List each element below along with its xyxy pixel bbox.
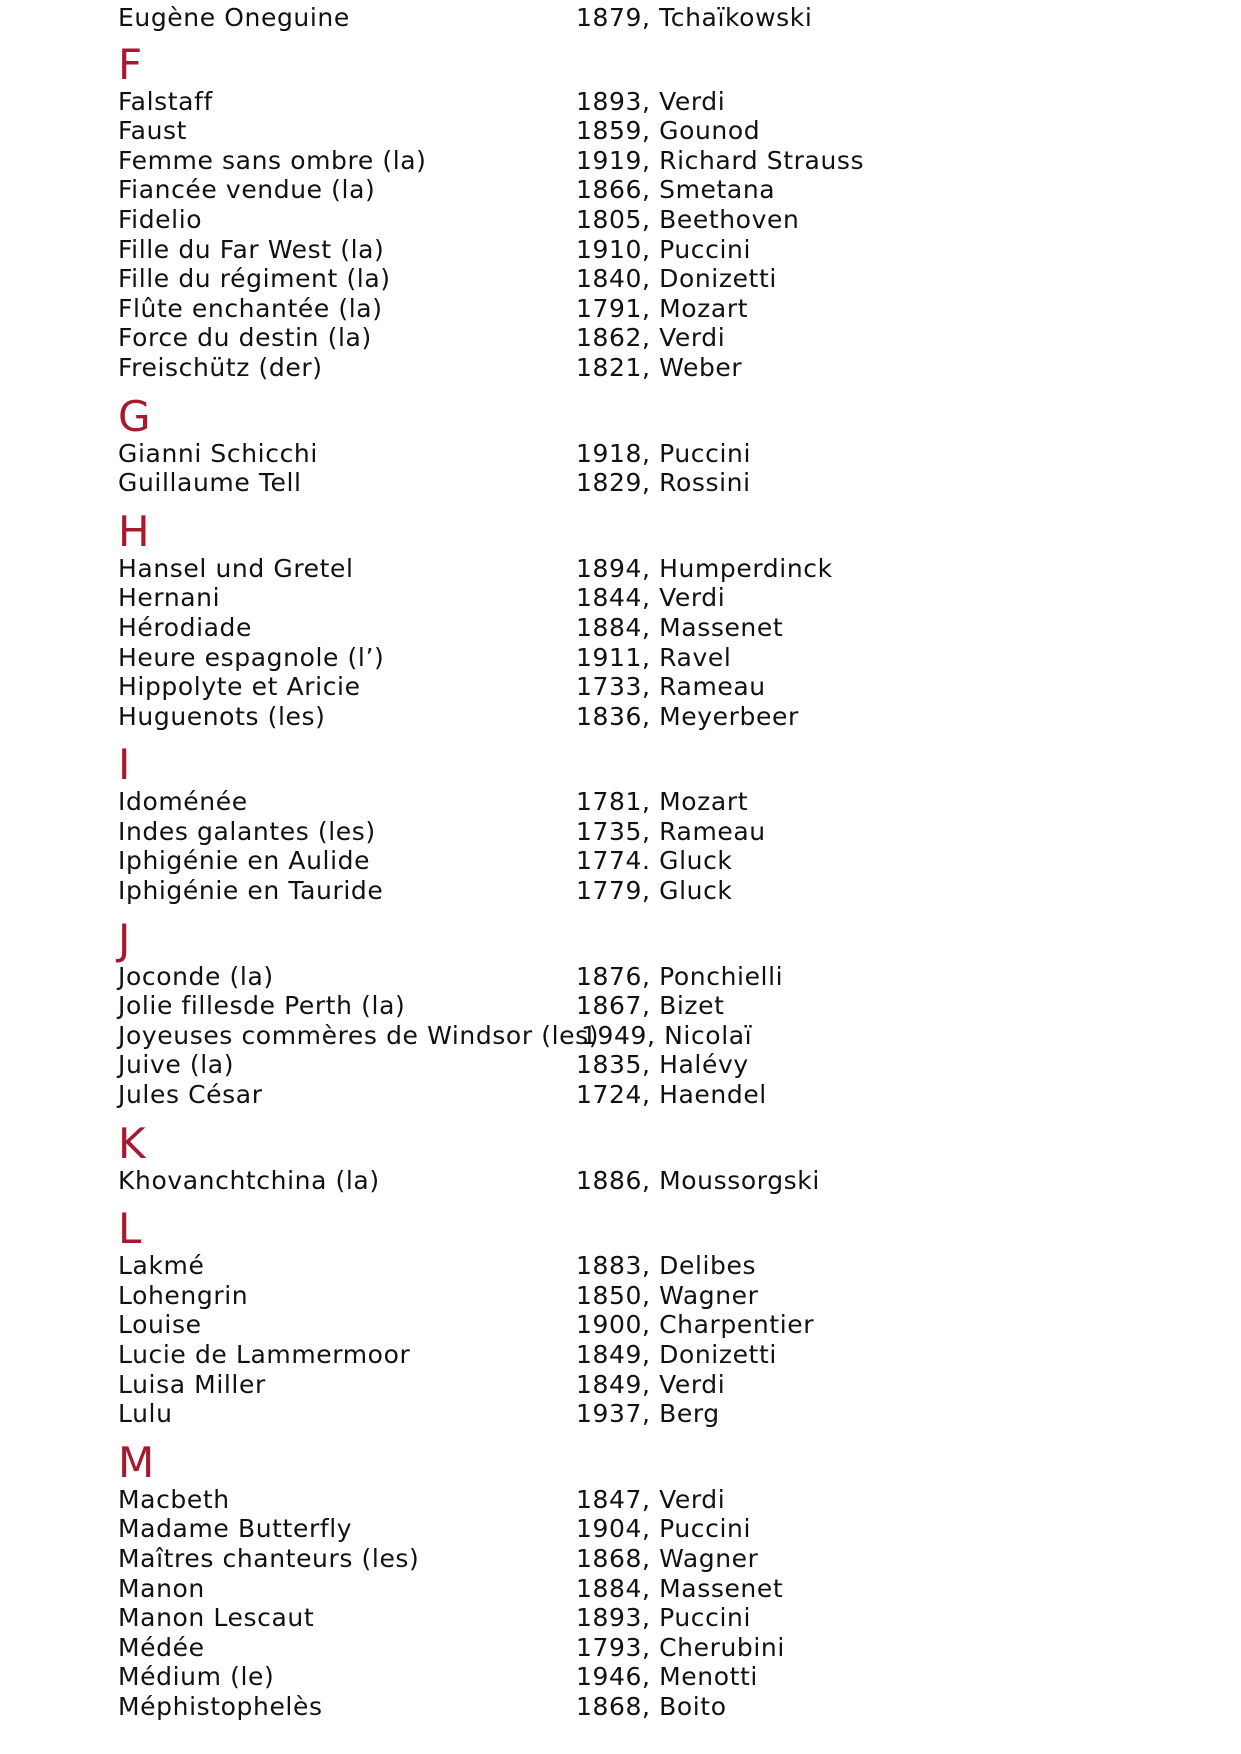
list-item: [118, 350, 1118, 380]
opera-year-composer: 1844, Verdi: [576, 583, 726, 613]
section-letter-f: F: [118, 39, 143, 89]
list-item: [118, 1630, 1118, 1660]
list-item: [118, 1541, 1118, 1571]
opera-year-composer: 1884, Massenet: [576, 612, 784, 642]
opera-year-composer: 1724, Haendel: [576, 1080, 767, 1110]
section-letter-m: M: [118, 1437, 155, 1487]
list-item: [118, 143, 1118, 173]
list-item: [118, 1248, 1118, 1281]
opera-year-composer: 1868, Wagner: [576, 1543, 759, 1573]
list-item: [118, 320, 1118, 353]
section-letter-g: G: [118, 391, 151, 441]
opera-title: Lulu: [118, 1399, 173, 1429]
opera-year-composer: 1859, Gounod: [576, 116, 761, 146]
opera-year-composer: 1835, Halévy: [576, 1050, 749, 1080]
opera-year-composer: 1910, Puccini: [576, 234, 752, 264]
list-item: [118, 84, 1118, 114]
opera-title: Manon: [118, 1573, 205, 1603]
opera-title: Hansel und Gretel: [118, 553, 354, 583]
list-item: [118, 1163, 1118, 1193]
opera-year-composer: 1735, Rameau: [576, 816, 766, 846]
list-item: [118, 1018, 1118, 1048]
list-item: [118, 610, 1118, 640]
list-item: [118, 291, 1118, 321]
opera-year-composer: 1791, Mozart: [576, 293, 749, 323]
list-item: [118, 0, 1118, 30]
opera-year-composer: 1919, Richard Strauss: [576, 145, 865, 175]
section-letter-h: H: [118, 506, 150, 556]
opera-title: Huguenots (les): [118, 701, 326, 731]
list-item: [118, 1689, 1118, 1719]
list-item: [118, 640, 1118, 670]
opera-title: Louise: [118, 1310, 202, 1340]
opera-year-composer: 1781, Mozart: [576, 787, 749, 817]
opera-title: Eugène Oneguine: [118, 3, 350, 32]
list-item: [118, 873, 1118, 906]
opera-year-composer: 1883, Delibes: [576, 1251, 757, 1281]
opera-title: Hernani: [118, 583, 221, 613]
section-letter-i: I: [118, 740, 131, 790]
opera-year-composer: 1840, Donizetti: [576, 264, 777, 294]
opera-year-composer: 1849, Donizetti: [576, 1340, 777, 1369]
opera-title: Fille du régiment (la): [118, 264, 391, 294]
list-item: [118, 1659, 1118, 1692]
opera-year-composer: 1893, Verdi: [576, 86, 726, 116]
opera-title: Lucie de Lammermoor: [118, 1340, 411, 1369]
opera-year-composer: 1900, Charpentier: [576, 1310, 815, 1340]
opera-index-page: [118, 0, 1118, 1719]
section-letter-j: J: [118, 914, 131, 964]
list-item: [118, 959, 1118, 989]
opera-year-composer: 1946, Menotti: [576, 1662, 758, 1692]
opera-title: Idoménée: [118, 787, 248, 817]
list-item: [118, 1278, 1118, 1308]
opera-title: Lakmé: [118, 1251, 205, 1281]
opera-title: Force du destin (la): [118, 323, 372, 353]
opera-title: Maîtres chanteurs (les): [118, 1543, 420, 1573]
opera-title: Méphistophelès: [118, 1691, 323, 1721]
opera-year-composer: 1886, Moussorgski: [576, 1165, 820, 1195]
list-item: [118, 1077, 1118, 1110]
opera-year-composer: 1884, Massenet: [576, 1573, 784, 1603]
opera-title: Joyeuses commères de Windsor (les): [118, 1020, 600, 1050]
opera-year-composer: 1879, Tchaïkowski: [576, 3, 813, 32]
opera-title: Fille du Far West (la): [118, 234, 385, 264]
list-item: [118, 172, 1118, 205]
opera-year-composer: 1911, Ravel: [576, 642, 732, 672]
opera-title: Iphigénie en Tauride: [118, 876, 384, 906]
list-item: [118, 1600, 1118, 1633]
opera-year-composer: 1793, Cherubini: [576, 1632, 785, 1662]
opera-year-composer: 1918, Puccini: [576, 438, 752, 468]
opera-title: Jules César: [118, 1080, 263, 1110]
opera-year-composer: 1868, Boito: [576, 1691, 727, 1721]
opera-title: Khovanchtchina (la): [118, 1165, 380, 1195]
list-item: [118, 1482, 1118, 1512]
opera-year-composer: 1867, Bizet: [576, 991, 725, 1021]
opera-year-composer: 1894, Humperdinck: [576, 553, 833, 583]
opera-title: Freischütz (der): [118, 352, 323, 382]
list-item: [118, 202, 1118, 232]
opera-title: Flûte enchantée (la): [118, 293, 383, 323]
list-item: [118, 436, 1118, 466]
list-item: [118, 1396, 1118, 1429]
list-item: [118, 551, 1118, 581]
list-item: [118, 988, 1118, 1021]
opera-title: Joconde (la): [118, 961, 274, 991]
opera-title: Hippolyte et Aricie: [118, 672, 361, 702]
opera-title: Lohengrin: [118, 1280, 249, 1310]
opera-year-composer: 1949, Nicolaï: [581, 1020, 753, 1050]
opera-year-composer: 1779, Gluck: [576, 876, 733, 906]
opera-sections: [118, 39, 1118, 1721]
opera-title: Macbeth: [118, 1484, 230, 1514]
opera-year-composer: 1876, Ponchielli: [576, 961, 784, 991]
list-item: [118, 580, 1118, 613]
opera-year-composer: 1774. Gluck: [576, 846, 733, 876]
opera-year-composer: 1829, Rossini: [576, 468, 751, 498]
list-item: [118, 113, 1118, 146]
opera-title: Fidelio: [118, 204, 203, 234]
opera-year-composer: 1821, Weber: [576, 352, 743, 382]
opera-year-composer: 1733, Rameau: [576, 672, 766, 702]
opera-year-composer: 1862, Verdi: [576, 323, 726, 353]
opera-year-composer: 1866, Smetana: [576, 175, 776, 205]
list-item: [118, 232, 1118, 262]
opera-title: Hérodiade: [118, 612, 252, 642]
opera-title: Juive (la): [118, 1050, 235, 1080]
opera-year-composer: 1836, Meyerbeer: [576, 701, 799, 731]
opera-year-composer: 1850, Wagner: [576, 1280, 759, 1310]
list-item: [118, 1511, 1118, 1544]
opera-title: Manon Lescaut: [118, 1603, 315, 1633]
opera-title: Fiancée vendue (la): [118, 175, 376, 205]
opera-year-composer: 1893, Puccini: [576, 1603, 752, 1633]
opera-year-composer: 1805, Beethoven: [576, 204, 800, 234]
section-letter-l: L: [118, 1204, 142, 1254]
opera-title: Gianni Schicchi: [118, 438, 318, 468]
list-item: [118, 699, 1118, 729]
list-item: [118, 1047, 1118, 1080]
opera-title: Médée: [118, 1632, 205, 1662]
list-item: [118, 465, 1118, 498]
opera-year-composer: 1904, Puccini: [576, 1514, 752, 1544]
list-item: [118, 843, 1118, 876]
list-item: [118, 784, 1118, 817]
opera-title: Femme sans ombre (la): [118, 145, 427, 175]
opera-title: Guillaume Tell: [118, 468, 302, 498]
list-item: [118, 1571, 1118, 1601]
list-item: [118, 814, 1118, 844]
opera-title: Indes galantes (les): [118, 816, 376, 846]
list-item: [118, 1337, 1118, 1367]
opera-year-composer: 1937, Berg: [576, 1399, 720, 1429]
opera-title: Falstaff: [118, 86, 213, 116]
opera-title: Médium (le): [118, 1662, 275, 1692]
section-letter-k: K: [118, 1118, 146, 1168]
list-item: [118, 261, 1118, 294]
opera-title: Luisa Miller: [118, 1369, 266, 1399]
opera-year-composer: 1847, Verdi: [576, 1484, 726, 1514]
opera-title: Heure espagnole (l’): [118, 642, 385, 672]
list-item: [118, 1307, 1118, 1340]
opera-title: Jolie fillesde Perth (la): [118, 991, 406, 1021]
opera-title: Faust: [118, 116, 188, 146]
opera-year-composer: 1849, Verdi: [576, 1369, 726, 1399]
opera-title: Iphigénie en Aulide: [118, 846, 371, 876]
list-item: [118, 669, 1118, 702]
opera-title: Madame Butterfly: [118, 1514, 353, 1544]
list-item: [118, 1367, 1118, 1397]
